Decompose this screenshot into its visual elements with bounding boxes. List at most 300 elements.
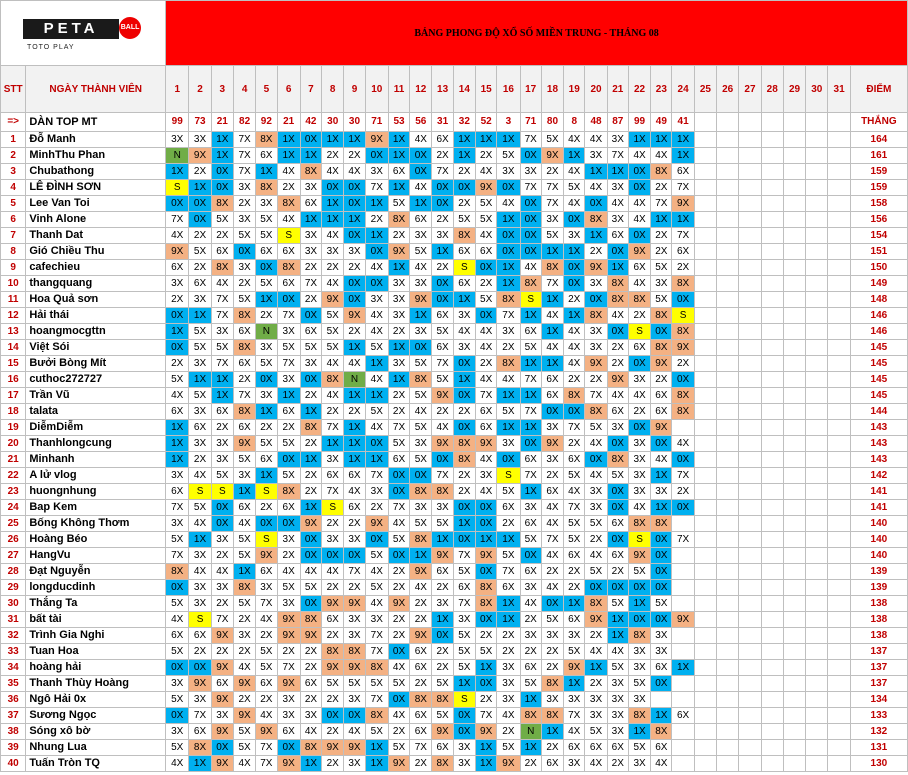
result-cell [806, 404, 828, 420]
result-cell: 2X [189, 452, 211, 468]
result-cell: 0X [651, 548, 672, 564]
result-cell [717, 420, 739, 436]
result-cell [717, 596, 739, 612]
result-cell [717, 692, 739, 708]
result-cell: 4X [410, 260, 432, 276]
result-cell: 6X [541, 372, 563, 388]
result-cell: 0X [211, 500, 233, 516]
result-cell: 1X [388, 260, 409, 276]
result-cell: 5X [365, 404, 388, 420]
result-cell: 4X [607, 644, 628, 660]
top-row-value: 53 [388, 113, 409, 132]
result-cell: 6X [166, 484, 189, 500]
result-cell: 5X [322, 324, 344, 340]
result-cell: 7X [453, 548, 475, 564]
result-cell: 2X [344, 260, 365, 276]
column-header-day: 31 [828, 66, 850, 113]
result-cell [694, 500, 716, 516]
result-cell: 3X [166, 676, 189, 692]
result-cell: 7X [520, 372, 541, 388]
result-cell: 4X [564, 196, 585, 212]
result-cell: 5X [189, 244, 211, 260]
result-cell [806, 212, 828, 228]
result-cell: 1X [651, 708, 672, 724]
result-cell [806, 740, 828, 756]
result-cell [694, 420, 716, 436]
result-cell: 4X [388, 660, 409, 676]
result-cell: 6X [166, 628, 189, 644]
result-cell: 0X [607, 580, 628, 596]
member-score: 140 [850, 548, 907, 564]
result-cell [828, 404, 850, 420]
result-cell: 5X [277, 340, 300, 356]
result-cell [783, 420, 805, 436]
result-cell: 9X [256, 724, 277, 740]
result-cell: 0X [211, 740, 233, 756]
result-cell [761, 516, 783, 532]
result-cell [828, 612, 850, 628]
top-row-value [717, 113, 739, 132]
result-cell: 2X [453, 196, 475, 212]
result-cell: 8X [233, 308, 255, 324]
result-cell [783, 196, 805, 212]
top-row-value: 52 [476, 113, 497, 132]
result-cell: 0X [166, 708, 189, 724]
result-cell: 3X [410, 324, 432, 340]
result-cell: 6X [233, 500, 255, 516]
result-cell [828, 420, 850, 436]
result-cell: 9X [585, 260, 607, 276]
result-cell: 6X [166, 260, 189, 276]
result-cell: 6X [607, 740, 628, 756]
result-cell: 8X [388, 212, 409, 228]
column-header-day: 11 [388, 66, 409, 113]
result-cell: 2X [388, 564, 409, 580]
result-cell: 1X [365, 452, 388, 468]
result-cell: 2X [322, 404, 344, 420]
result-cell: 0X [300, 372, 321, 388]
result-cell: 5X [651, 596, 672, 612]
top-row-value: 99 [628, 113, 650, 132]
result-cell: 0X [476, 516, 497, 532]
result-cell: 7X [211, 612, 233, 628]
result-cell: 1X [520, 692, 541, 708]
logo-tagline: TOTO PLAY [27, 44, 75, 51]
result-cell: 2X [233, 276, 255, 292]
result-cell: 6X [520, 516, 541, 532]
result-cell: 9X [388, 756, 409, 772]
result-cell: 1X [211, 372, 233, 388]
result-cell: 9X [388, 244, 409, 260]
result-cell: 3X [497, 436, 520, 452]
result-cell: 5X [256, 212, 277, 228]
member-row [1, 180, 908, 196]
column-header-day: 27 [739, 66, 761, 113]
result-cell: 2X [497, 340, 520, 356]
result-cell: 3X [564, 228, 585, 244]
result-cell: 2X [211, 644, 233, 660]
column-header-day: 9 [344, 66, 365, 113]
result-cell: 0X [256, 372, 277, 388]
result-cell: 0X [388, 644, 409, 660]
result-cell [739, 228, 761, 244]
row-stt: 7 [1, 228, 26, 244]
result-cell [717, 564, 739, 580]
result-cell: 0X [166, 660, 189, 676]
result-cell: 0X [300, 132, 321, 148]
result-cell: 8X [541, 260, 563, 276]
result-cell [828, 532, 850, 548]
result-cell [694, 548, 716, 564]
result-cell: 1X [277, 132, 300, 148]
top-row-value [783, 113, 805, 132]
column-header-day: 29 [783, 66, 805, 113]
result-cell [806, 532, 828, 548]
result-cell: 3X [497, 164, 520, 180]
result-cell: 9X [344, 740, 365, 756]
result-cell: 2X [233, 644, 255, 660]
result-cell: 0X [166, 340, 189, 356]
result-cell: 2X [453, 404, 475, 420]
top-row-value [761, 113, 783, 132]
result-cell [739, 564, 761, 580]
member-row [1, 596, 908, 612]
member-score: 133 [850, 708, 907, 724]
result-cell: 5X [322, 340, 344, 356]
member-score: 159 [850, 180, 907, 196]
result-cell: 3X [388, 276, 409, 292]
result-cell: 1X [520, 420, 541, 436]
result-cell: 3X [541, 628, 563, 644]
result-cell: 0X [453, 708, 475, 724]
result-cell: 1X [497, 596, 520, 612]
result-cell [717, 292, 739, 308]
result-cell: 1X [607, 164, 628, 180]
result-cell: 4X [388, 516, 409, 532]
member-row [1, 164, 908, 180]
result-cell: 3X [628, 484, 650, 500]
result-cell [828, 644, 850, 660]
result-cell: 0X [651, 532, 672, 548]
result-cell [828, 148, 850, 164]
result-cell: 2X [497, 628, 520, 644]
result-cell: 0X [520, 548, 541, 564]
result-cell: 3X [233, 628, 255, 644]
result-cell [761, 532, 783, 548]
result-cell: 7X [607, 148, 628, 164]
result-cell: 7X [211, 292, 233, 308]
result-cell [694, 740, 716, 756]
result-cell: 5X [607, 660, 628, 676]
member-row [1, 644, 908, 660]
row-stt: 1 [1, 132, 26, 148]
logo-wordmark: PETA [23, 19, 119, 39]
top-row-value: 87 [607, 113, 628, 132]
result-cell: 9X [322, 596, 344, 612]
result-cell: 5X [256, 660, 277, 676]
result-cell [694, 148, 716, 164]
result-cell: 2X [497, 644, 520, 660]
result-cell: 3X [585, 708, 607, 724]
result-cell [739, 196, 761, 212]
result-cell: 3X [166, 468, 189, 484]
result-cell: 4X [166, 756, 189, 772]
result-cell [783, 692, 805, 708]
result-cell: 5X [476, 644, 497, 660]
result-cell: 7X [497, 564, 520, 580]
result-cell [783, 468, 805, 484]
result-cell [739, 164, 761, 180]
result-cell: 0X [476, 676, 497, 692]
member-name: Việt Sói [26, 340, 166, 356]
result-cell: 6X [672, 244, 694, 260]
result-cell [717, 340, 739, 356]
result-cell: 2X [189, 164, 211, 180]
result-cell: 5X [410, 244, 432, 260]
result-cell: 6X [277, 244, 300, 260]
member-score: 142 [850, 468, 907, 484]
result-cell: S [189, 612, 211, 628]
result-cell: 2X [388, 580, 409, 596]
result-cell: 0X [388, 692, 409, 708]
result-cell: 6X [300, 324, 321, 340]
result-cell [783, 644, 805, 660]
result-cell: 3X [277, 708, 300, 724]
result-cell: 3X [211, 324, 233, 340]
result-cell: 2X [564, 580, 585, 596]
result-cell: 5X [189, 500, 211, 516]
result-cell: 5X [189, 388, 211, 404]
result-cell: 9X [344, 308, 365, 324]
result-cell [694, 228, 716, 244]
result-cell: 5X [476, 212, 497, 228]
result-cell [806, 596, 828, 612]
result-cell [828, 756, 850, 772]
result-cell [672, 756, 694, 772]
result-cell: 4X [166, 612, 189, 628]
result-cell: 8X [410, 532, 432, 548]
result-cell [739, 292, 761, 308]
result-cell [739, 260, 761, 276]
result-cell: 8X [166, 564, 189, 580]
result-cell: 1X [476, 740, 497, 756]
result-cell: 0X [672, 500, 694, 516]
result-cell [828, 676, 850, 692]
column-header-day: 8 [322, 66, 344, 113]
result-cell: 1X [189, 532, 211, 548]
result-cell: 5X [211, 212, 233, 228]
result-cell: 7X [233, 164, 255, 180]
result-cell: 7X [256, 596, 277, 612]
result-cell: 0X [365, 244, 388, 260]
result-cell: 0X [651, 324, 672, 340]
top-row-value: 82 [233, 113, 255, 132]
result-cell: 3X [628, 644, 650, 660]
top-row-value [739, 113, 761, 132]
result-cell [828, 484, 850, 500]
result-cell [806, 660, 828, 676]
result-cell: 1X [344, 212, 365, 228]
result-cell: 4X [410, 580, 432, 596]
result-cell: 7X [453, 596, 475, 612]
result-cell [672, 516, 694, 532]
result-cell: 0X [322, 548, 344, 564]
result-cell: 8X [672, 324, 694, 340]
member-row [1, 740, 908, 756]
result-cell: 5X [497, 484, 520, 500]
result-cell: 9X [651, 356, 672, 372]
result-cell: 0X [651, 436, 672, 452]
result-cell: 7X [585, 388, 607, 404]
member-row [1, 660, 908, 676]
result-cell: 6X [277, 500, 300, 516]
result-cell: 5X [388, 196, 409, 212]
result-cell: 3X [344, 692, 365, 708]
result-cell: 2X [344, 148, 365, 164]
result-cell: 1X [166, 164, 189, 180]
result-cell: 3X [453, 756, 475, 772]
result-cell [717, 708, 739, 724]
result-cell: 5X [410, 388, 432, 404]
result-cell: 2X [189, 260, 211, 276]
result-cell: 1X [520, 740, 541, 756]
result-cell [694, 436, 716, 452]
result-cell: 5X [189, 340, 211, 356]
result-cell: 1X [322, 212, 344, 228]
result-cell: 4X [233, 516, 255, 532]
result-cell: 6X [432, 132, 453, 148]
result-cell: 4X [585, 468, 607, 484]
row-stt: 40 [1, 756, 26, 772]
result-cell [783, 756, 805, 772]
result-cell: 8X [322, 644, 344, 660]
top-row-value: 71 [520, 113, 541, 132]
member-name: Hoa Quả sơn [26, 292, 166, 308]
result-cell: 7X [365, 468, 388, 484]
result-cell: 9X [344, 660, 365, 676]
result-cell: 6X [607, 228, 628, 244]
result-cell: 2X [585, 532, 607, 548]
result-cell: 6X [410, 212, 432, 228]
member-name: Hải thái [26, 308, 166, 324]
result-cell [672, 676, 694, 692]
result-cell: 5X [388, 676, 409, 692]
result-cell: 2X [322, 516, 344, 532]
result-cell: 9X [211, 628, 233, 644]
result-cell: 2X [344, 404, 365, 420]
result-cell: 5X [344, 676, 365, 692]
member-row [1, 132, 908, 148]
result-cell: 2X [211, 596, 233, 612]
result-cell: 2X [300, 660, 321, 676]
result-cell [828, 260, 850, 276]
result-cell: 1X [410, 308, 432, 324]
result-cell: 8X [520, 708, 541, 724]
result-cell: 2X [432, 148, 453, 164]
result-cell: 1X [300, 212, 321, 228]
member-row [1, 676, 908, 692]
result-cell: 8X [497, 292, 520, 308]
result-cell [761, 580, 783, 596]
result-cell: 5X [256, 356, 277, 372]
result-cell [717, 740, 739, 756]
result-cell: 6X [432, 564, 453, 580]
result-cell: 9X [432, 388, 453, 404]
result-cell: 7X [476, 388, 497, 404]
result-cell [828, 564, 850, 580]
result-cell: 4X [233, 756, 255, 772]
column-header-day: 12 [410, 66, 432, 113]
member-row [1, 532, 908, 548]
result-cell: 9X [585, 356, 607, 372]
result-cell: 3X [365, 164, 388, 180]
result-cell: 6X [564, 452, 585, 468]
result-cell: 0X [365, 436, 388, 452]
result-cell [739, 676, 761, 692]
result-cell: 2X [651, 228, 672, 244]
result-cell: 3X [344, 612, 365, 628]
result-cell: 0X [585, 452, 607, 468]
result-cell: 7X [211, 356, 233, 372]
member-score: 145 [850, 356, 907, 372]
result-cell: 3X [520, 164, 541, 180]
result-cell: 0X [453, 500, 475, 516]
result-cell: 2X [256, 628, 277, 644]
result-cell: 2X [453, 484, 475, 500]
member-row [1, 516, 908, 532]
result-cell [761, 244, 783, 260]
result-cell: 3X [189, 580, 211, 596]
result-cell: 7X [672, 180, 694, 196]
result-cell [739, 516, 761, 532]
member-name: A lử vlog [26, 468, 166, 484]
row-stt: 35 [1, 676, 26, 692]
result-cell: 5X [432, 516, 453, 532]
result-cell: 2X [607, 756, 628, 772]
result-cell: 7X [277, 308, 300, 324]
column-header-day: 5 [256, 66, 277, 113]
result-cell: 7X [541, 532, 563, 548]
result-cell [694, 628, 716, 644]
result-cell [694, 324, 716, 340]
result-cell: 9X [233, 676, 255, 692]
result-cell: 1X [564, 244, 585, 260]
result-cell: 4X [189, 468, 211, 484]
result-cell [761, 452, 783, 468]
result-cell: 1X [388, 340, 409, 356]
result-cell: 3X [300, 356, 321, 372]
result-cell: 6X [344, 500, 365, 516]
member-row [1, 356, 908, 372]
result-cell: 9X [211, 660, 233, 676]
result-cell [761, 308, 783, 324]
result-cell: 5X [585, 516, 607, 532]
member-name: huongnhung [26, 484, 166, 500]
result-cell [761, 436, 783, 452]
result-cell [783, 452, 805, 468]
result-cell: 7X [541, 196, 563, 212]
row-stt: 21 [1, 452, 26, 468]
result-cell [739, 308, 761, 324]
result-cell: 9X [607, 372, 628, 388]
result-cell [717, 356, 739, 372]
top-row-value: 41 [672, 113, 694, 132]
result-cell: 7X [672, 468, 694, 484]
result-cell: 0X [520, 244, 541, 260]
result-cell: 2X [256, 692, 277, 708]
result-cell [806, 308, 828, 324]
result-cell: 4X [607, 196, 628, 212]
